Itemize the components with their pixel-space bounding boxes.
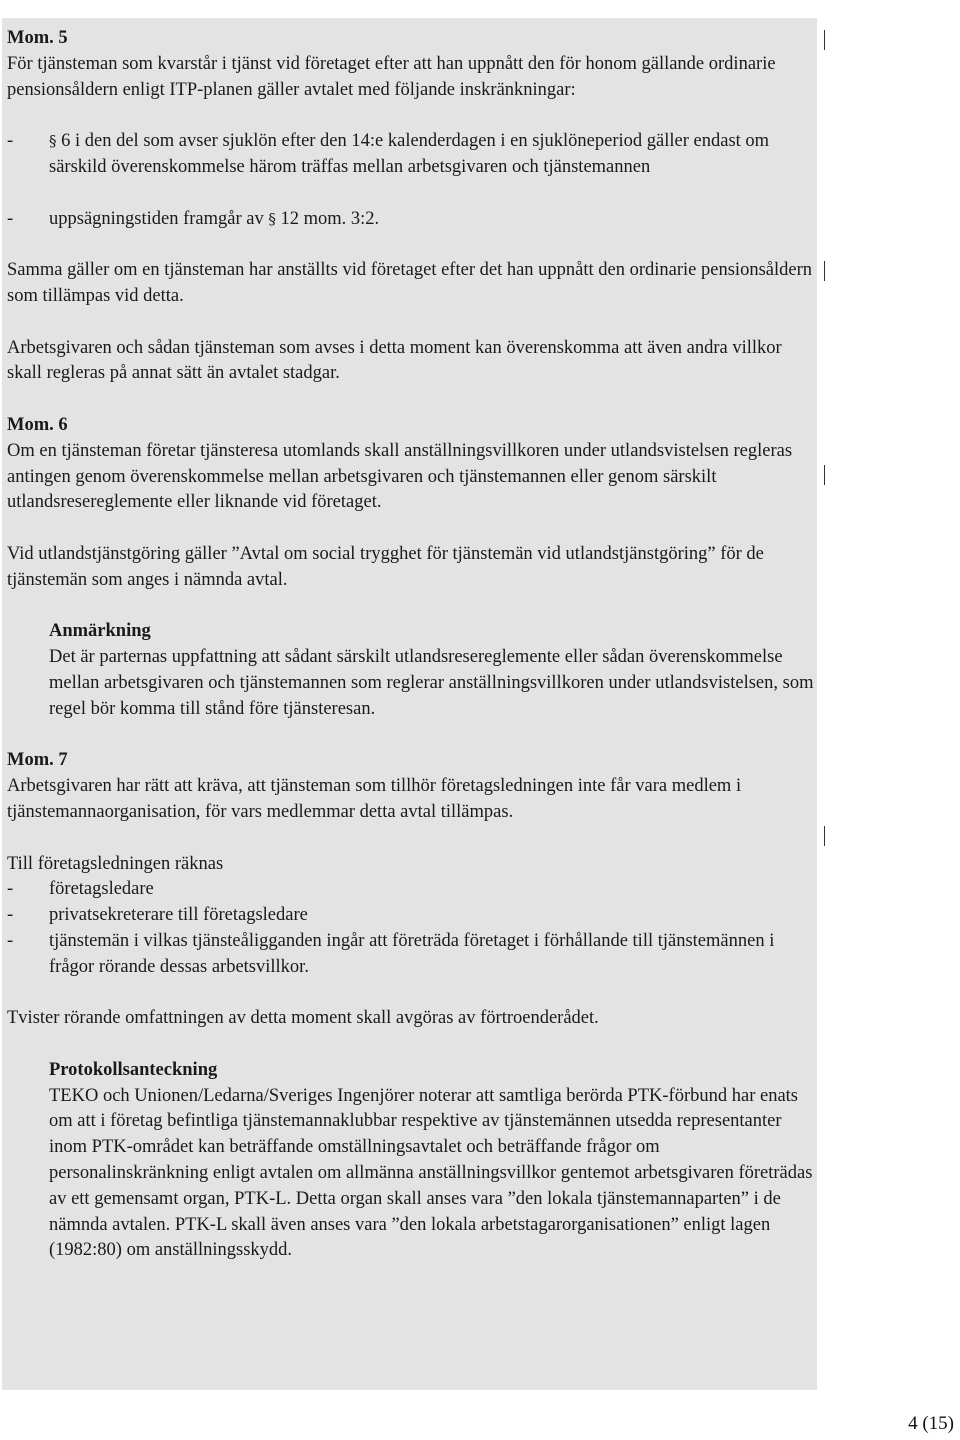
- mom6-heading: Mom. 6: [7, 414, 68, 435]
- revision-bar: [824, 826, 825, 846]
- list-item-text: tjänstemän i vilkas tjänsteåligganden ingår att företräda företaget i förhållande till tjänstemännen i frågor rörande dessas arbetsvillkor.: [49, 930, 775, 977]
- page-number: 4 (15): [908, 1413, 954, 1434]
- list-dash: -: [7, 879, 14, 900]
- mom7-paragraph: Tvister rörande omfattningen av detta moment skall avgöras av förtroenderådet.: [7, 1008, 599, 1029]
- list-item-text: privatsekreterare till företagsledare: [49, 905, 308, 926]
- revision-bar: [824, 465, 825, 485]
- mom5-paragraph: Samma gäller om en tjänsteman har anställts vid företaget efter det han uppnått den ordinarie pensionsåldern som tillämpas vid detta.: [7, 260, 812, 306]
- mom5-paragraph: Arbetsgivaren och sådan tjänsteman som avses i detta moment kan överenskomma att även andra villkor skall regleras på annat sätt än avtalet stadgar.: [7, 337, 782, 384]
- mom7-list-item: [7, 877, 817, 903]
- mom7-heading: Mom. 7: [7, 750, 68, 771]
- mom7-list-intro: Till företagsledningen räknas: [7, 853, 224, 874]
- list-dash: -: [7, 131, 14, 152]
- section-sign: §: [268, 209, 276, 228]
- revision-bar: [824, 30, 825, 50]
- protocol-text: TEKO och Unionen/Ledarna/Sveriges Ingenjörer noterar att samtliga berörda PTK-förbund har enats om att i företag befintliga tjänstemannaklubbar respektive av tjänstemännen utsedda representanter inom PTK-området kan beträffande omställningsavtalet och beträffande frågor om personalinskränkning enligt avtalen om allmänna anställningsvillkor gentemot arbetsgivaren företrädas av ett gemensamt organ, PTK-L. Detta organ skall anses vara ”den lokala tjänstemannaparten” i de nämnda avtalen. PTK-L skall även anses vara ”den lokala arbetstagarorganisationen” enligt lagen (1982:80) om anställningsskydd.: [49, 1085, 813, 1261]
- list-dash: -: [7, 905, 14, 926]
- section-sign: §: [49, 132, 57, 151]
- mom7-paragraph: Arbetsgivaren har rätt att kräva, att tjänsteman som tillhör företagsledningen inte får vara medlem i tjänstemannaorganisation, för vars medlemmar detta avtal tillämpas.: [7, 776, 742, 822]
- mom7-list-item: [7, 929, 817, 981]
- list-item-text: uppsägningstiden framgår av § 12 mom. 3:2.: [49, 208, 380, 229]
- protocol-heading: Protokollsanteckning: [49, 1059, 218, 1080]
- note-text: Det är parternas uppfattning att sådant särskilt utlandsresereglemente eller sådan överenskommelse mellan arbetsgivaren och tjänstemannen som reglerar anställningsvillkoren under utlandsvistelsen, som regel bör komma till stånd före tjänsteresan.: [49, 647, 814, 719]
- revision-bar: [824, 261, 825, 281]
- list-item-text: § 6 i den del som avser sjuklön efter den 14:e kalenderdagen i en sjuklöneperiod gäller endast om särskild överenskommelse härom träffas mellan arbetsgivaren och tjänstemannen: [49, 131, 770, 177]
- note-heading: Anmärkning: [49, 621, 151, 642]
- list-item-text: företagsledare: [49, 879, 154, 900]
- mom5-list-item: [7, 207, 817, 233]
- list-dash: -: [7, 208, 14, 229]
- mom6-paragraph: Vid utlandstjänstgöring gäller ”Avtal om social trygghet för tjänstemän vid utlandstjänstgöring” för de tjänstemän som anges i nämnda avtal.: [7, 543, 764, 590]
- mom5-heading: Mom. 5: [7, 28, 68, 48]
- mom6-paragraph: Om en tjänsteman företar tjänsteresa utomlands skall anställningsvillkoren under utlandsvistelsen regleras antingen genom överenskommelse mellan arbetsgivaren och tjänstemannen eller genom särskilt utlandsresereglemente eller liknande vid företaget.: [7, 440, 793, 513]
- list-dash: -: [7, 930, 14, 951]
- mom5-intro: För tjänsteman som kvarstår i tjänst vid företaget efter att han uppnått den för honom gällande ordinarie pensionsåldern enligt ITP-planen gäller avtalet med följande inskränkningar:: [7, 53, 776, 100]
- document-body: [7, 26, 817, 1264]
- mom5-list-item: [7, 129, 817, 181]
- mom7-list-item: [7, 903, 817, 929]
